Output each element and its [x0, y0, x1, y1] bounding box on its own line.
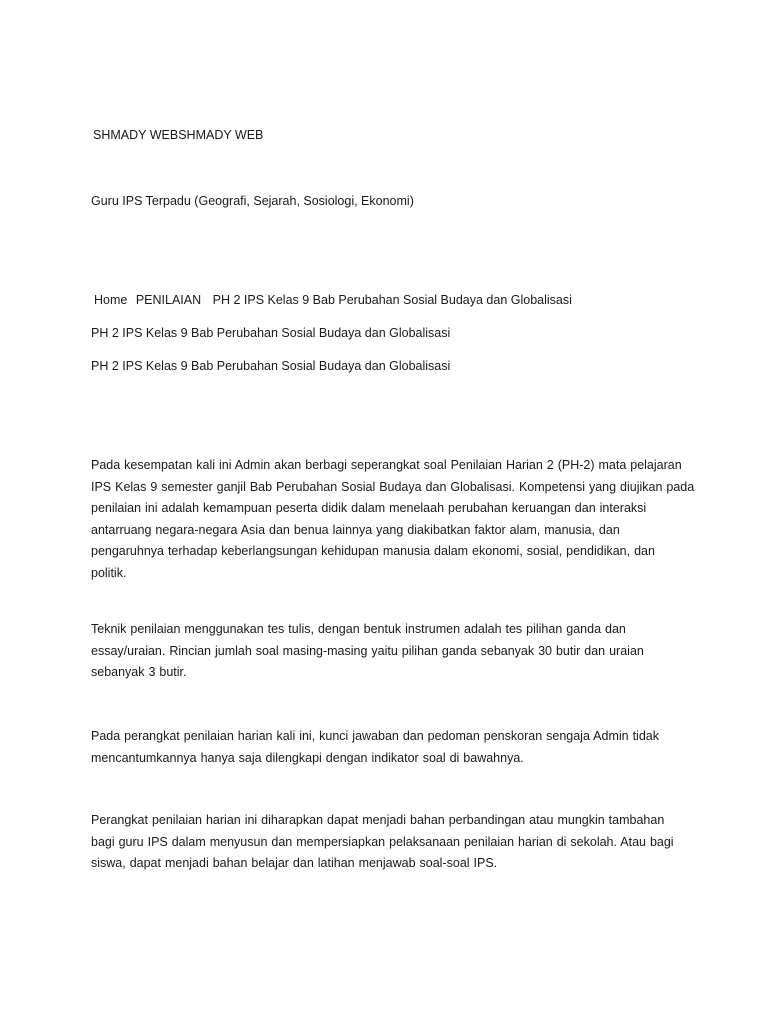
paragraph-line: Pada kesempatan kali ini Admin akan berbagi seperangkat soal Penilaian Harian 2 (PH-2) mata pelajaran	[91, 458, 682, 472]
paragraph-line: bagi guru IPS dalam menyusun dan mempersiapkan pelaksanaan penilaian harian di sekolah. Atau bagi	[91, 834, 674, 849]
page-title: PH 2 IPS Kelas 9 Bab Perubahan Sosial Budaya dan Globalisasi	[91, 326, 451, 340]
paragraph-line: Teknik penilaian menggunakan tes tulis, dengan bentuk instrumen adalah tes pilihan ganda dan	[91, 622, 626, 636]
article-paragraph	[91, 726, 681, 769]
paragraph-line: politik.	[91, 565, 127, 580]
post-title: PH 2 IPS Kelas 9 Bab Perubahan Sosial Budaya dan Globalisasi	[91, 359, 451, 373]
paragraph-line: siswa, dapat menjadi bahan belajar dan latihan menjawab soal-soal IPS.	[91, 856, 498, 870]
breadcrumb-current: PH 2 IPS Kelas 9 Bab Perubahan Sosial Budaya dan Globalisasi	[212, 293, 572, 307]
breadcrumb	[94, 292, 577, 308]
paragraph-line: pengaruhnya terhadap keberlangsungan kehidupan manusia dalam ekonomi, sosial, pendidikan, dan	[91, 544, 655, 558]
breadcrumb-category-link[interactable]: PENILAIAN	[135, 293, 202, 307]
paragraph-line: Perangkat penilaian harian ini diharapkan dapat menjadi bahan perbandingan atau mungkin tambahan	[91, 813, 665, 827]
paragraph-line: Pada perangkat penilaian harian kali ini, kunci jawaban dan pedoman penskoran sengaja Admin tidak	[91, 729, 659, 743]
paragraph-line: essay/uraian. Rincian jumlah soal masing-masing yaitu pilihan ganda sebanyak 30 butir dan uraian	[91, 643, 644, 658]
article-paragraph	[91, 619, 681, 684]
site-tagline: Guru IPS Terpadu (Geografi, Sejarah, Sosiologi, Ekonomi)	[91, 194, 414, 208]
paragraph-line: sebanyak 3 butir.	[91, 665, 187, 679]
paragraph-line: mencantumkannya hanya saja dilengkapi dengan indikator soal di bawahnya.	[91, 750, 524, 765]
article-paragraph	[91, 455, 695, 584]
paragraph-line: antarruang negara-negara Asia dan benua lainnya yang diakibatkan faktor alam, manusia, dan	[91, 522, 620, 537]
article-paragraph	[91, 810, 681, 875]
paragraph-line: penilaian ini adalah kemampuan peserta didik dalam menelaah perubahan keruangan dan interaksi	[91, 501, 647, 515]
paragraph-line: IPS Kelas 9 semester ganjil Bab Perubahan Sosial Budaya dan Globalisasi. Kompetensi yang diujikan pada	[91, 479, 695, 494]
breadcrumb-home-link[interactable]: Home	[94, 293, 128, 307]
site-title[interactable]: SHMADY WEBSHMADY WEB	[93, 128, 264, 142]
